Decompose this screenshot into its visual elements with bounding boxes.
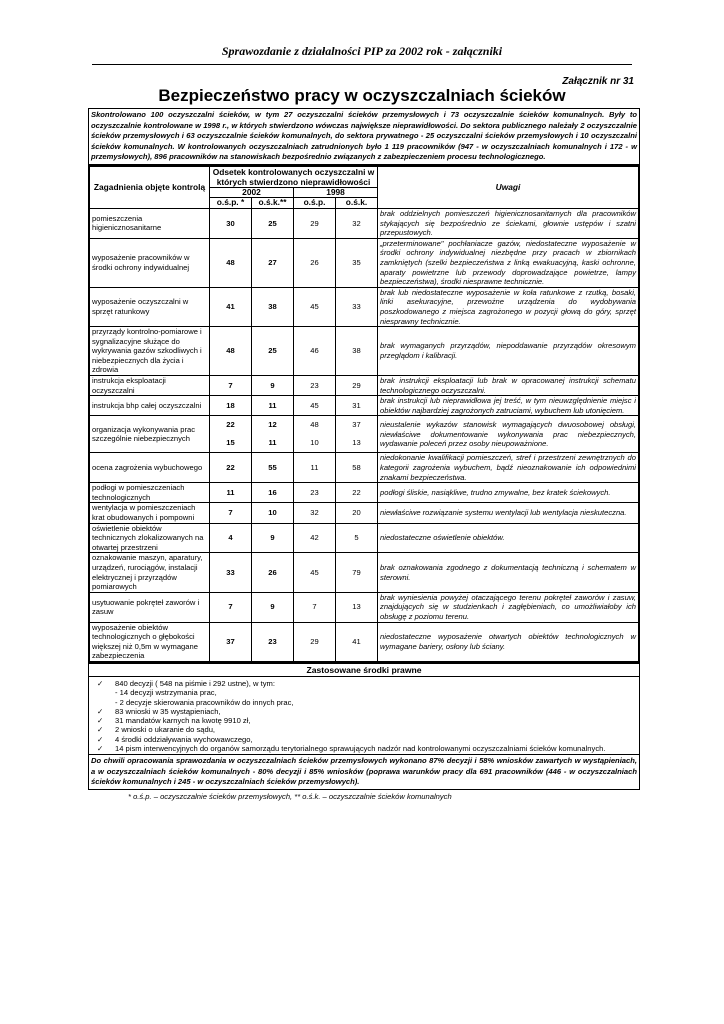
row-note: nieustalenie wykazów stanowisk wymagających dwuosobowej obsługi, niewłaściwe dokumentowanie wykonywania prac niebezpiecznych, wydawanie poleceń przez osoby nieupoważnione. — [378, 416, 639, 453]
value-osk-2002: 9 — [252, 523, 294, 553]
summary-paragraph: Do chwili opracowania sprawozdania w oczyszczalniach ścieków przemysłowych wykonano 87% decyzji i 58% wniosków zawartych w wystąpieniach, a w oczyszczalniach ścieków komunalnych - 80% decyzji i 85% wniosków (poprawa warunków pracy dla 691 pracowników (446 - w oczyszczalniach ścieków komunalnych i 245 - w oczyszczalniach ścieków przemysłowych). — [89, 754, 639, 788]
row-subject: instrukcja bhp całej oczyszczalni — [90, 396, 210, 416]
row-subject: podłogi w pomieszczeniach technologicznych — [90, 483, 210, 503]
table-row — [90, 287, 639, 326]
value-osp-2002: 48 — [210, 238, 252, 287]
intro-paragraph: Skontrolowano 100 oczyszczalni ścieków, w tym 27 oczyszczalni ścieków przemysłowych i 73 oczyszczalnie ścieków komunalnych. Były to oczyszczalnie kontrolowane w 1998 r., w których stwierdzono wówczas największe nieprawidłowości. Do sektora publicznego należały 2 oczyszczalnie ścieków przemysłowych i 63 oczyszczalnie ścieków komunalnych, do sektora prywatnego - 25 oczyszczalni ścieków przemysłowych i 10 oczyszczalni ścieków komunalnych. W kontrolowanych oczyszczalniach zatrudnionych było 1 119 pracowników (947 - w oczyszczalniach komunalnych i 172 - w przemysłowych), 896 pracowników na stanowiskach bezpośrednio związanych z zabezpieczeniem procesu technologicznego. — [89, 109, 639, 166]
value-osp-1998: 23 — [294, 483, 336, 503]
row-note: niedostateczne oświetlenie obiektów. — [378, 523, 639, 553]
checkmark-icon: ✓ — [97, 706, 104, 716]
value-osk-2002: 16 — [252, 483, 294, 503]
value-osk-2002: 27 — [252, 238, 294, 287]
value-osp-2002: 30 — [210, 208, 252, 238]
value-osp-1998: 26 — [294, 238, 336, 287]
value-osk-1998: 13 — [336, 592, 378, 622]
value-osp-2002: 41 — [210, 287, 252, 326]
table-row — [90, 483, 639, 503]
value-osk-1998: 79 — [336, 553, 378, 592]
measure-text: 4 środki oddziaływania wychowawczego, — [115, 734, 253, 744]
value-osk-1998: 58 — [336, 453, 378, 483]
table-row — [90, 553, 639, 592]
measures-list — [89, 677, 639, 754]
footnote: * o.ś.p. – oczyszczalnie ścieków przemysłowych, ** o.ś.k. – oczyszczalnie ścieków komunalnych — [128, 792, 452, 801]
value-osk-2002: 9 — [252, 592, 294, 622]
row-note: brak instrukcji lub nieprawidłowa jej treść, w tym nieuwzględnienie miejsc i obiektów najbardziej zagrożonych zatruciami, wybuchem lub utonięciem. — [378, 396, 639, 416]
row-subject: przyrządy kontrolno-pomiarowe i sygnalizacyjne służące do wykrywania gazów szkodliwych i niebezpiecznych dla życia i zdrowia — [90, 327, 210, 376]
value-osp-1998: 45 — [294, 396, 336, 416]
value-osk-2002: 9 — [252, 376, 294, 396]
col-subject-header: Zagadnienia objęte kontrolą — [90, 166, 210, 208]
value-osp-2002: 48 — [210, 327, 252, 376]
value-osk-2002: 38 — [252, 287, 294, 326]
value-osk-1998: 38 — [336, 327, 378, 376]
row-note: „przeterminowane" pochłaniacze gazów, niedostateczne wyposażenie w środki ochrony indywidualnej niezbędne przy pracach w zbiornikach zamkniętych (szelki bezpieczeństwa z linką ewakuacyjną, kaski ochronne, aparaty powietrzne lub przewody doprowadzające powietrze, lampy bezpieczeństwa), środki niesprawne technicznie. — [378, 238, 639, 287]
value-osk-2002: 25 — [252, 208, 294, 238]
value-osk-1998: 35 — [336, 238, 378, 287]
value-osp-2002: 4 — [210, 523, 252, 553]
row-note: niewłaściwe rozwiązanie systemu wentylacji lub wentylacja nieskuteczna. — [378, 503, 639, 523]
value-osp-1998: 48 10 — [294, 416, 336, 453]
value-osp-2002: 37 — [210, 622, 252, 661]
checkmark-icon: ✓ — [97, 716, 104, 726]
value-osk-1998: 37 13 — [336, 416, 378, 453]
row-subject: wentylacja w pomieszczeniach krat obudowanych i pompowni — [90, 503, 210, 523]
value-osp-1998: 32 — [294, 503, 336, 523]
table-row — [90, 208, 639, 238]
value-osp-1998: 46 — [294, 327, 336, 376]
sub-osp-2002: o.ś.p. * — [210, 198, 252, 209]
measure-item — [97, 735, 637, 744]
year-1998-header: 1998 — [294, 187, 378, 198]
measure-text: 14 pism interwencyjnych do organów samorządu terytorialnego sprawujących nadzór nad kontrolowanymi oczyszczalniami ścieków komunalnych. — [115, 743, 606, 753]
row-note: niedostateczne wyposażenie otwartych obiektów technologicznych w wymagane bariery, osłony lub ściany. — [378, 622, 639, 661]
row-subject: wyposażenie obiektów technologicznych o głębokości większej niż 0,5m w wymagane zabezpieczenia — [90, 622, 210, 661]
row-note: brak lub niedostateczne wyposażenie w koła ratunkowe z rzutką, bosaki, linki asekuracyjne, przewożne urządzenia do wydobywania poszkodowanego z miejsca zagrożonego w pozycji głową do góry, sprzęt niesprawny technicznie. — [378, 287, 639, 326]
value-osp-1998: 29 — [294, 208, 336, 238]
value-osk-1998: 20 — [336, 503, 378, 523]
measure-text: - 14 decyzji wstrzymania prac, — [115, 688, 217, 698]
table-row — [90, 376, 639, 396]
row-subject: oznakowanie maszyn, aparatury, urządzeń, rurociągów, instalacji elektrycznej i przyrządów pomiarowych — [90, 553, 210, 592]
value-osk-1998: 33 — [336, 287, 378, 326]
row-subject: instrukcja eksploatacji oczyszczalni — [90, 376, 210, 396]
content-box — [88, 108, 640, 790]
row-note: brak oznakowania zgodnego z dokumentacją techniczną i schematem w sterowni. — [378, 553, 639, 592]
col-notes-header: Uwagi — [378, 166, 639, 208]
annex-label: Załącznik nr 31 — [562, 76, 634, 87]
row-subject: wyposażenie pracowników w środki ochrony indywidualnej — [90, 238, 210, 287]
row-subject: usytuowanie pokręteł zaworów i zasuw — [90, 592, 210, 622]
table-row — [90, 622, 639, 661]
measure-item — [97, 716, 637, 725]
header-rule — [92, 64, 632, 65]
value-osp-2002: 22 15 — [210, 416, 252, 453]
table-row — [90, 416, 639, 453]
value-osp-1998: 29 — [294, 622, 336, 661]
value-osk-2002: 23 — [252, 622, 294, 661]
checkmark-icon: ✓ — [97, 725, 104, 735]
measure-item — [97, 688, 637, 697]
year-2002-header: 2002 — [210, 187, 294, 198]
row-subject: wyposażenie oczyszczalni w sprzęt ratunkowy — [90, 287, 210, 326]
row-subject: pomieszczenia higienicznosanitarne — [90, 208, 210, 238]
measure-item — [97, 698, 637, 707]
value-osp-2002: 33 — [210, 553, 252, 592]
value-osp-2002: 22 — [210, 453, 252, 483]
sub-osk-1998: o.ś.k. — [336, 198, 378, 209]
value-osp-1998: 42 — [294, 523, 336, 553]
row-note: podłogi śliskie, nasiąkliwe, trudno zmywalne, bez kratek ściekowych. — [378, 483, 639, 503]
measure-item — [97, 725, 637, 734]
row-note: brak wyniesienia powyżej otaczającego terenu pokręteł zaworów i zasuw, znajdujących się w studzienkach i zagłębieniach, co umożliwiałoby ich obsługę z poziomu terenu. — [378, 592, 639, 622]
row-subject: oświetlenie obiektów technicznych zlokalizowanych na otwartej przestrzeni — [90, 523, 210, 553]
value-osp-2002: 11 — [210, 483, 252, 503]
value-osk-1998: 22 — [336, 483, 378, 503]
measure-text: 83 wnioski w 35 wystąpieniach, — [115, 706, 221, 716]
measure-item — [97, 744, 637, 753]
checkmark-icon: ✓ — [97, 743, 104, 753]
document-header: Sprawozdanie z działalności PIP za 2002 rok - załączniki — [221, 44, 503, 58]
value-osp-1998: 45 — [294, 553, 336, 592]
row-subject: ocena zagrożenia wybuchowego — [90, 453, 210, 483]
table-row — [90, 503, 639, 523]
value-osk-2002: 11 — [252, 396, 294, 416]
value-osk-1998: 31 — [336, 396, 378, 416]
measure-text: - 2 decyzje skierowania pracowników do innych prac, — [115, 697, 294, 707]
value-osk-2002: 26 — [252, 553, 294, 592]
table-row — [90, 238, 639, 287]
measure-text: 2 wnioski o ukaranie do sądu, — [115, 725, 216, 735]
sub-osk-2002: o.ś.k.** — [252, 198, 294, 209]
value-osp-2002: 7 — [210, 592, 252, 622]
checkmark-icon: ✓ — [97, 678, 104, 688]
value-osk-1998: 29 — [336, 376, 378, 396]
value-osk-1998: 5 — [336, 523, 378, 553]
col-group-header: Odsetek kontrolowanych oczyszczalni w których stwierdzono nieprawidłowości — [210, 166, 378, 187]
value-osp-1998: 11 — [294, 453, 336, 483]
value-osk-1998: 32 — [336, 208, 378, 238]
value-osk-2002: 25 — [252, 327, 294, 376]
table-row — [90, 396, 639, 416]
value-osp-1998: 23 — [294, 376, 336, 396]
value-osk-2002: 10 — [252, 503, 294, 523]
row-subject: organizacja wykonywania prac szczególnie niebezpiecznych — [90, 416, 210, 453]
inspection-table — [89, 166, 639, 662]
value-osp-1998: 45 — [294, 287, 336, 326]
table-row — [90, 523, 639, 553]
table-row — [90, 592, 639, 622]
value-osk-1998: 41 — [336, 622, 378, 661]
row-note: brak oddzielnych pomieszczeń higienicznosanitarnych dla pracowników stykających się bezpośrednio ze ściekami, głownie ustępów i szatni przepustowych. — [378, 208, 639, 238]
table-row — [90, 327, 639, 376]
page-title: Bezpieczeństwo pracy w oczyszczalniach ścieków — [158, 86, 566, 105]
value-osk-2002: 55 — [252, 453, 294, 483]
measures-title: Zastosowane środki prawne — [89, 662, 639, 677]
value-osp-2002: 18 — [210, 396, 252, 416]
row-note: brak instrukcji eksploatacji lub brak w opracowanej instrukcji schematu technologicznego oczyszczalni. — [378, 376, 639, 396]
measure-text: 840 decyzji ( 548 na piśmie i 292 ustne), w tym: — [115, 678, 275, 688]
value-osp-2002: 7 — [210, 376, 252, 396]
measure-text: 31 mandatów karnych na kwotę 9910 zł, — [115, 716, 251, 726]
value-osp-2002: 7 — [210, 503, 252, 523]
measure-item — [97, 707, 637, 716]
value-osp-1998: 7 — [294, 592, 336, 622]
sub-osp-1998: o.ś.p. — [294, 198, 336, 209]
checkmark-icon: ✓ — [97, 734, 104, 744]
value-osk-2002: 12 11 — [252, 416, 294, 453]
row-note: niedokonanie kwalifikacji pomieszczeń, stref i przestrzeni zewnętrznych do kategorii zagrożenia wybuchem, bądź nieoznakowanie ich odpowiednimi znakami bezpieczeństwa. — [378, 453, 639, 483]
measure-item — [97, 679, 637, 688]
row-note: brak wymaganych przyrządów, niepoddawanie przyrządów okresowym przeglądom i kalibracji. — [378, 327, 639, 376]
table-row — [90, 453, 639, 483]
